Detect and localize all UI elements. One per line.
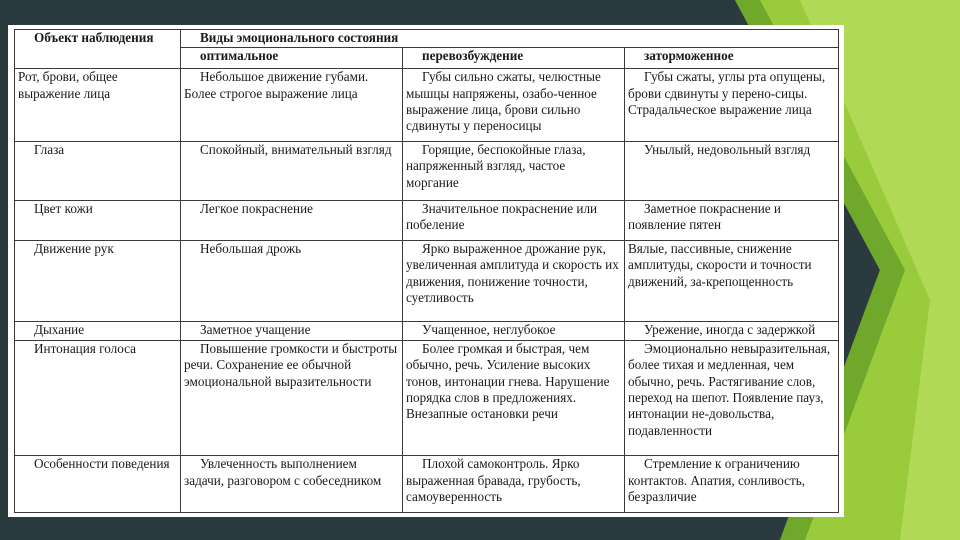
header-over: перевозбуждение xyxy=(403,48,625,69)
header-inhibited: заторможенное xyxy=(625,48,839,69)
header-object: Объект наблюдения xyxy=(15,30,181,69)
cell-inhibited: Эмоционально невыразительная, более тихая и медленная, чем обычно, речь. Растягивание слов, переход на шепот. Появление пауз, интонации не-довольства, подавленности xyxy=(625,341,839,456)
cell-inhibited: Вялые, пассивные, снижение амплитуды, скорости и точности движений, за-крепощенность xyxy=(625,241,839,322)
table-row xyxy=(15,341,839,456)
cell-over: Значительное покраснение или побеление xyxy=(403,200,625,240)
cell-object: Глаза xyxy=(15,142,181,201)
cell-optimal: Небольшая дрожь xyxy=(181,241,403,322)
cell-over: Учащенное, неглубокое xyxy=(403,321,625,340)
cell-object: Цвет кожи xyxy=(15,200,181,240)
cell-optimal: Небольшое движение губами. Более строгое выражение лица xyxy=(181,69,403,142)
table-row xyxy=(15,142,839,201)
table-row xyxy=(15,69,839,142)
header-group: Виды эмоционального состояния xyxy=(181,30,839,48)
cell-over: Ярко выраженное дрожание рук, увеличенная амплитуда и скорость их движения, понижение точности, суетливость xyxy=(403,241,625,322)
document-image xyxy=(8,25,844,517)
table-header-row xyxy=(15,30,839,48)
table-row xyxy=(15,456,839,513)
cell-optimal: Увлеченность выполнением задачи, разговором с собеседником xyxy=(181,456,403,513)
cell-object: Интонация голоса xyxy=(15,341,181,456)
table-row xyxy=(15,241,839,322)
cell-object: Дыхание xyxy=(15,321,181,340)
cell-inhibited: Губы сжаты, углы рта опущены, брови сдвинуты у перено-сицы. Страдальческое выражение лица xyxy=(625,69,839,142)
cell-optimal: Легкое покраснение xyxy=(181,200,403,240)
cell-optimal: Заметное учащение xyxy=(181,321,403,340)
cell-over: Губы сильно сжаты, челюстные мышцы напряжены, озабо-ченное выражение лица, брови сильно сдвинуты у переносицы xyxy=(403,69,625,142)
header-optimal: оптимальное xyxy=(181,48,403,69)
cell-object: Движение рук xyxy=(15,241,181,322)
cell-over: Плохой самоконтроль. Ярко выраженная бравада, грубость, самоуверенность xyxy=(403,456,625,513)
cell-optimal: Спокойный, внимательный взгляд xyxy=(181,142,403,201)
cell-optimal: Повышение громкости и быстроты речи. Сохранение ее обычной эмоциональной выразительности xyxy=(181,341,403,456)
table-row xyxy=(15,321,839,340)
cell-object: Особенности поведения xyxy=(15,456,181,513)
emotional-states-table xyxy=(14,29,839,513)
cell-inhibited: Стремление к ограничению контактов. Апатия, сонливость, безразличие xyxy=(625,456,839,513)
cell-inhibited: Унылый, недовольный взгляд xyxy=(625,142,839,201)
cell-inhibited: Заметное покраснение и появление пятен xyxy=(625,200,839,240)
cell-over: Горящие, беспокойные глаза, напряженный взгляд, частое моргание xyxy=(403,142,625,201)
table-row xyxy=(15,200,839,240)
cell-inhibited: Урежение, иногда с задержкой xyxy=(625,321,839,340)
cell-over: Более громкая и быстрая, чем обычно, речь. Усиление высоких тонов, интонации гнева. Нарушение порядка слов в предложениях. Внезапные остановки речи xyxy=(403,341,625,456)
cell-object: Рот, брови, общее выражение лица xyxy=(15,69,181,142)
